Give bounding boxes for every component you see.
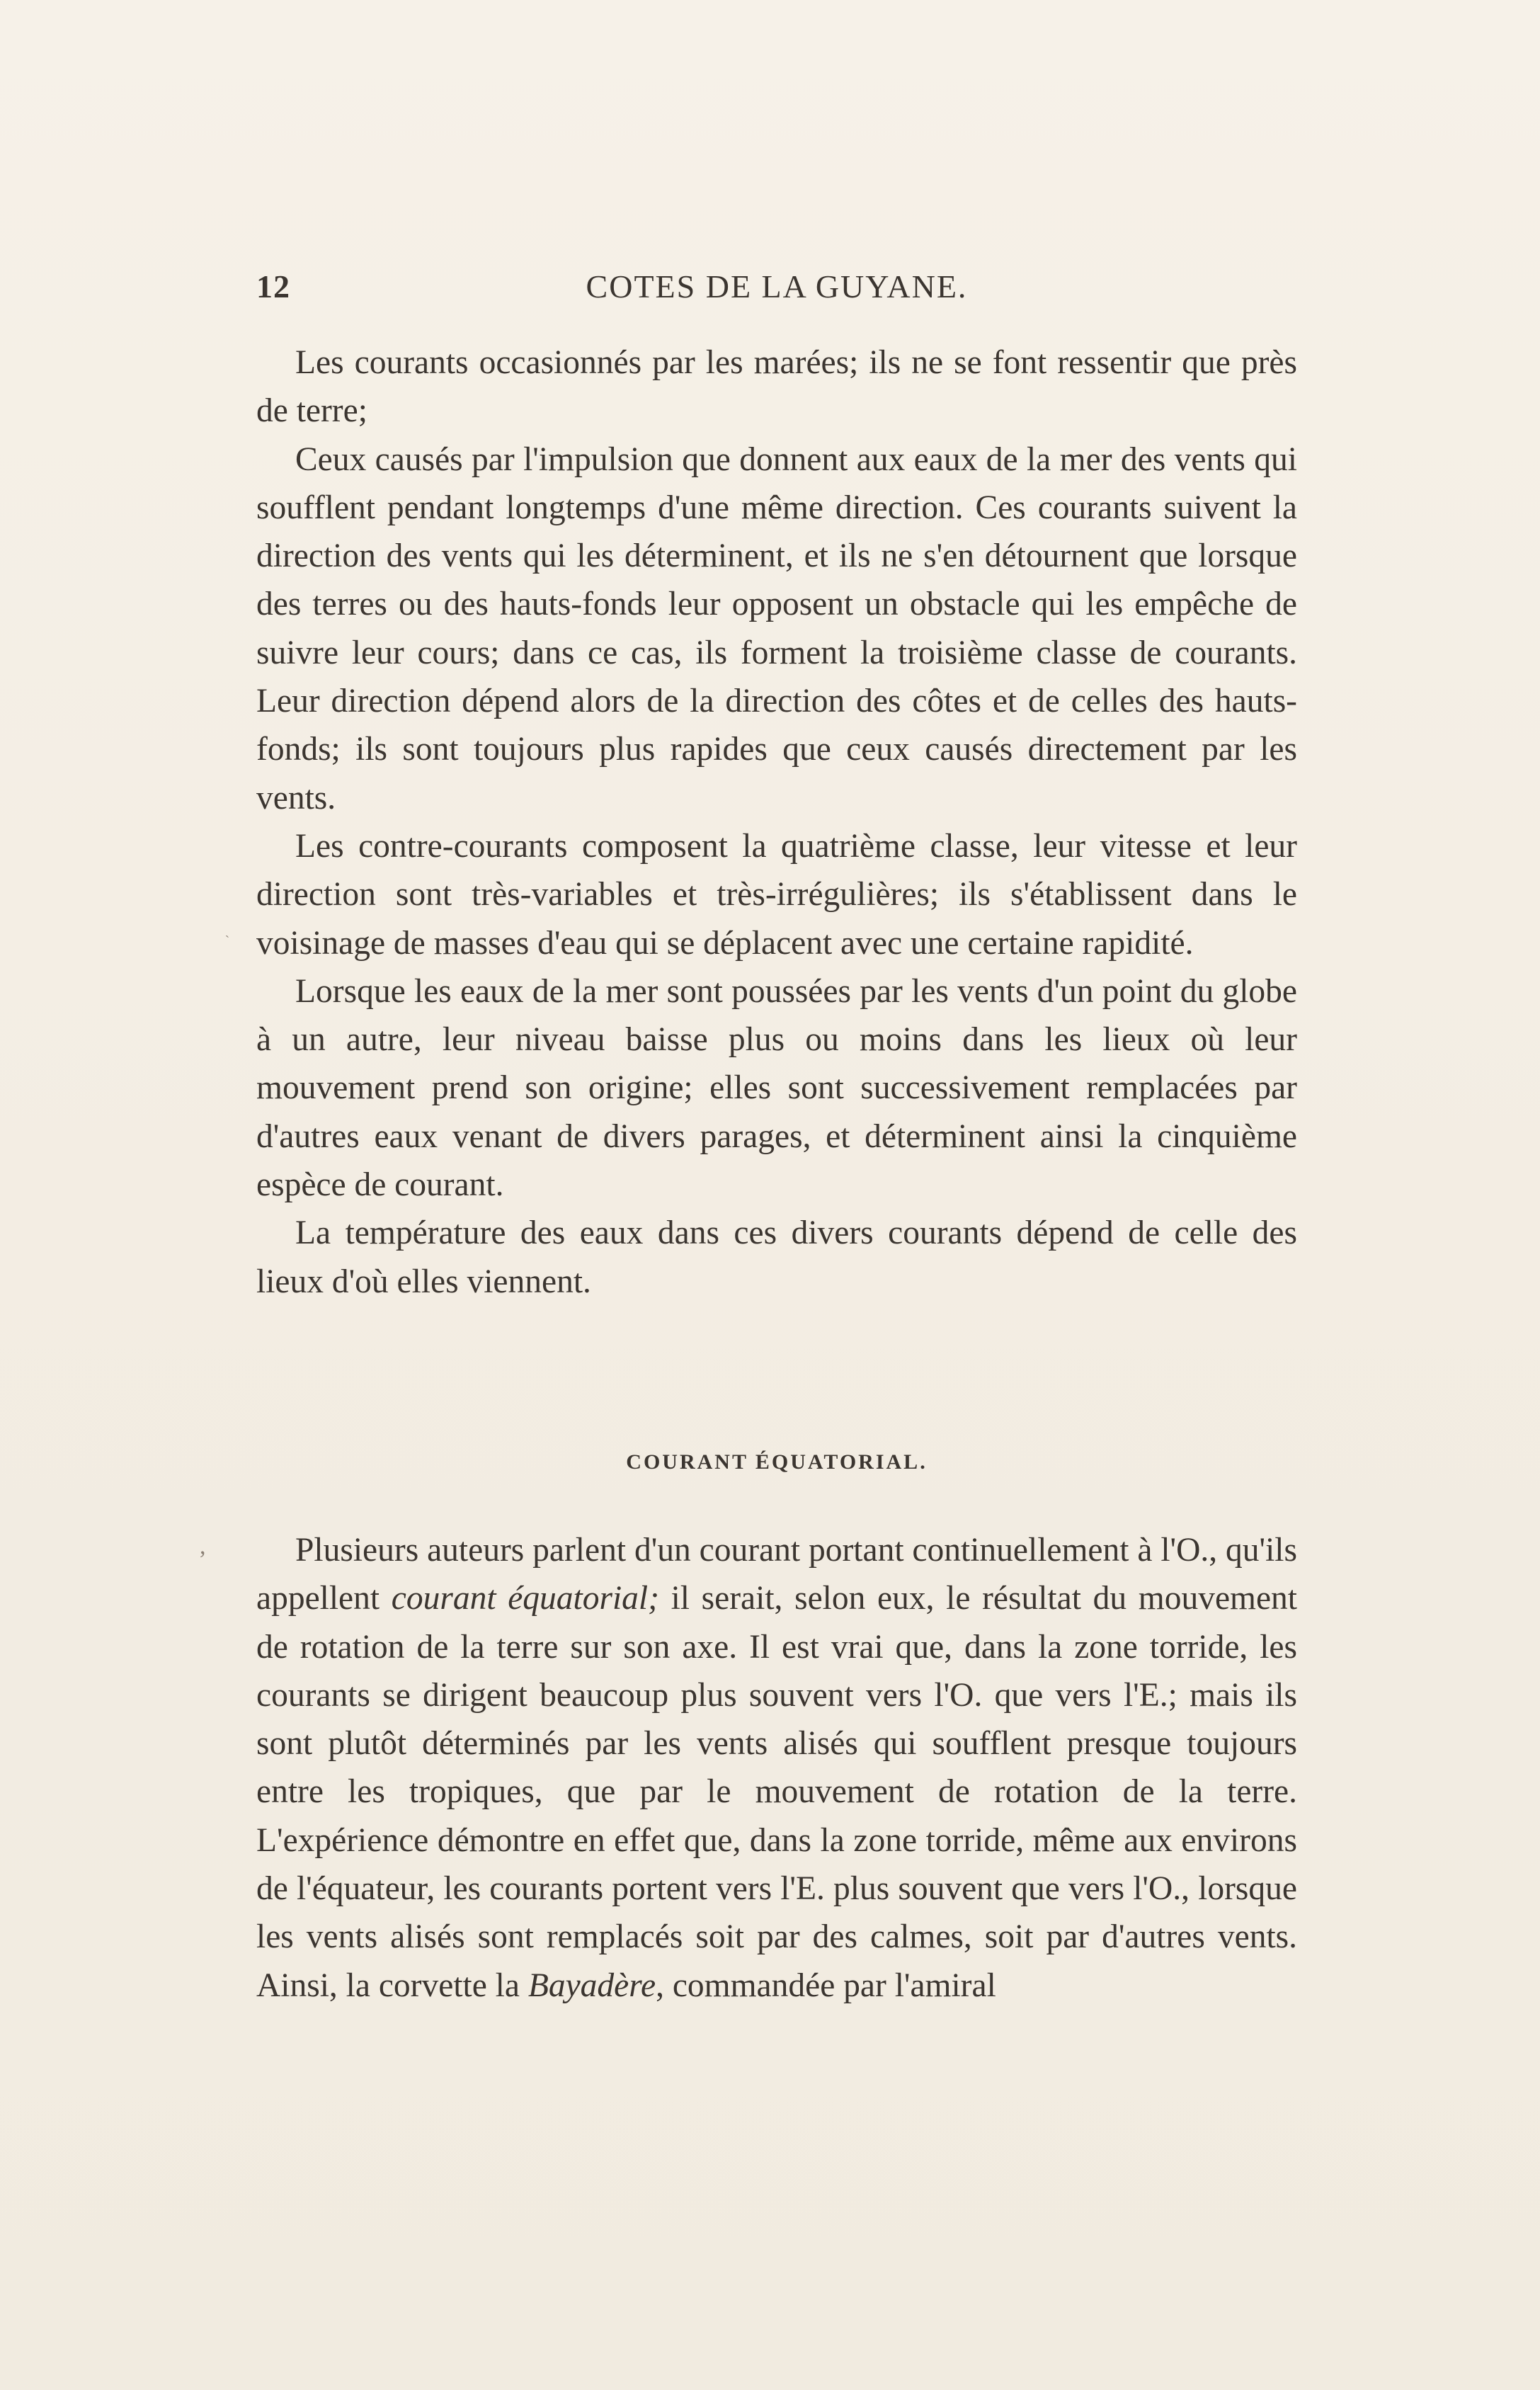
text-run: Plusieurs auteurs parlent d'un courant portant continuellement à l'O., qu'ils appellent [256, 1532, 1297, 1617]
margin-mark: , [200, 1533, 206, 1559]
text-run: il serait, selon eux, le résultat du mouvement de rotation de la terre sur son axe. Il est vrai que, dans la zone torride, les courants se dirigent beaucoup plus souvent vers l'O. que vers l'E.; mais ils sont plutôt déterminés par les vents alisés qui soufflent presque toujours entre les tropiques, que par le mouvement de rotation de la terre. L'expérience démontre en effet que, dans la zone torride, même aux environs de l'équateur, les courants portent vers l'E. plus souvent que vers l'O., lorsque les vents alisés sont remplacés soit par des calmes, soit par d'autres vents. Ainsi, la corvette la [256, 1580, 1298, 2004]
section-heading-equatorial-current: COURANT ÉQUATORIAL. [626, 1450, 928, 1474]
paragraph-tidal-currents: Les courants occasionnés par les marées; ils ne se font ressentir que près de terre; [256, 344, 1297, 430]
paragraph-wind-currents: Ceux causés par l'impulsion que donnent aux eaux de la mer des vents qui soufflent pendant longtemps d'une même direction. Ces courants suivent la direction des vents qui les déterminent, et ils ne s'en détournent que lorsque des terres ou des hauts-fonds leur opposent un obstacle qui les empêche de suivre leur cours; dans ce cas, ils forment la troisième classe de courants. Leur direction dépend alors de la direction des côtes et de celles des hauts-fonds; ils sont toujours plus rapides que ceux causés directement par les vents. [256, 440, 1297, 816]
paragraph-temperature: La température des eaux dans ces divers courants dépend de celle des lieux d'où elles viennent. [256, 1214, 1297, 1300]
currents-classification-text [256, 338, 1297, 1306]
paragraph-counter-currents: Les contre-courants composent la quatrième classe, leur vitesse et leur direction sont très-variables et très-irrégulières; ils s'établissent dans le voisinage de masses d'eau qui se déplacent avec une certaine rapidité. [256, 827, 1297, 962]
italic-ship-name: Bayadère [527, 1967, 656, 2004]
equatorial-current-text [256, 1526, 1297, 2010]
italic-term-courant-equatorial: courant équatorial; [391, 1580, 659, 1617]
paragraph-equatorial-current [256, 1526, 1297, 2010]
page-number: 12 [256, 268, 290, 305]
paragraph-fifth-current: Lorsque les eaux de la mer sont poussées par les vents d'un point du globe à un autre, leur niveau baisse plus ou moins dans les lieux où leur mouvement prend son origine; elles sont successivement remplacées par d'autres eaux venant de divers parages, et déterminent ainsi la cinquième espèce de courant. [256, 972, 1297, 1204]
text-run: , commandée par l'amiral [656, 1967, 996, 2004]
running-head [256, 268, 1297, 314]
margin-mark: ˋ [225, 933, 229, 948]
running-title: COTES DE LA GUYANE. [586, 268, 968, 305]
